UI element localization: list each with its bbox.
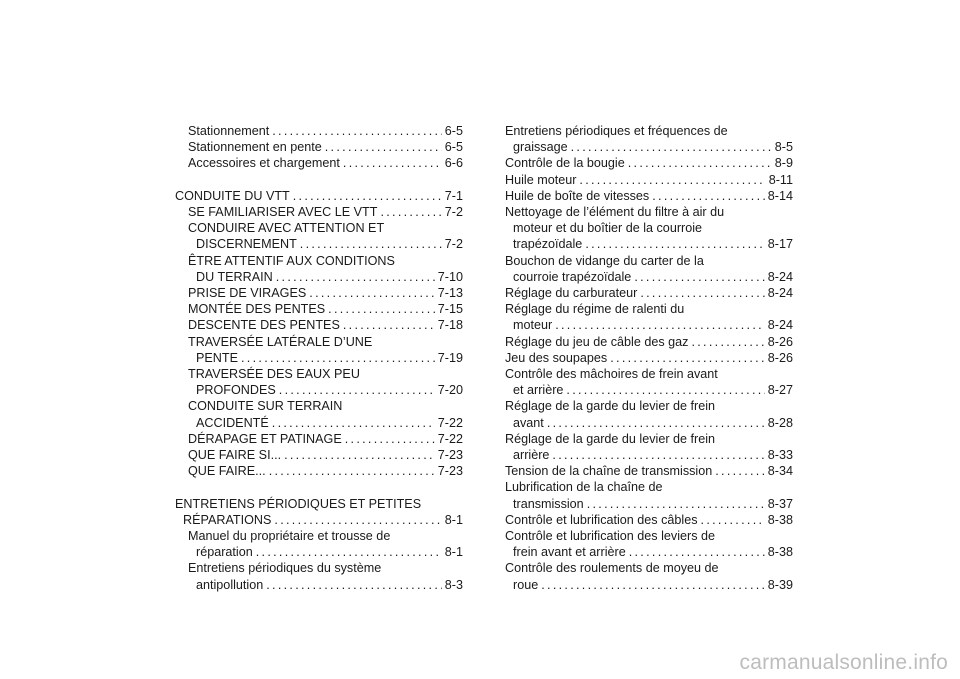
toc-entry[interactable] [505,172,793,188]
toc-leader-dots [300,236,442,252]
toc-entry[interactable] [505,155,793,171]
toc-entry-title-line: QUE FAIRE... [188,464,266,479]
toc-leader-dots [547,415,765,431]
toc-leader-dots [634,269,764,285]
toc-entry-title-line: Contrôle de la bougie [505,156,625,171]
toc-leader-dots [652,188,765,204]
toc-entry-title-line: Lubrification de la chaîne de [505,480,663,495]
toc-page-number: 8-38 [767,512,793,527]
toc-page-number: 8-24 [767,269,793,284]
toc-entry-title-line: Contrôle des roulements de moyeu de [505,561,719,576]
toc-entry[interactable] [175,253,463,285]
toc-entry[interactable] [175,560,463,592]
toc-entry-title-line: Entretiens périodiques et fréquences de [505,124,728,138]
toc-entry-title-line: ACCIDENTÉ [196,415,269,430]
toc-entry-title-line: MONTÉE DES PENTES [188,302,326,317]
toc-entry[interactable] [505,123,793,155]
toc-entry-title-line: Contrôle et lubrification des leviers de [505,529,716,544]
toc-page-number: 7-1 [444,188,463,203]
toc-page-number: 8-33 [767,448,793,463]
toc-page-number: 8-24 [767,318,793,333]
toc-leader-dots [640,285,764,301]
toc-entry-title-line: PROFONDES [196,383,276,398]
toc-page-number: 8-27 [767,383,793,398]
toc-entry[interactable] [505,188,793,204]
toc-page-number: 6-5 [444,140,463,155]
toc-entry-title-line: TRAVERSÉE LATÉRALE D’UNE [188,334,373,349]
toc-entry[interactable] [505,204,793,253]
toc-entry-title-line: avant [513,415,544,430]
toc-entry[interactable] [175,528,463,560]
toc-entry[interactable] [175,123,463,139]
toc-leader-dots [701,512,765,528]
toc-page-number: 8-28 [767,415,793,430]
toc-page-number: 8-39 [767,577,793,592]
toc-page-number: 7-23 [437,464,463,479]
toc-leader-dots [610,350,765,366]
toc-page-number: 7-18 [437,318,463,333]
toc-entry[interactable] [175,398,463,430]
toc-leader-dots [571,139,772,155]
toc-leader-dots [293,188,442,204]
toc-entry[interactable] [505,431,793,463]
toc-entry-title-line: PENTE [196,350,238,365]
toc-entry-title-line: Manuel du propriétaire et trousse de [188,529,391,544]
toc-leader-dots [552,447,764,463]
toc-page-number: 8-34 [767,464,793,479]
toc-entry[interactable] [505,560,793,592]
toc-leader-dots [585,236,764,252]
toc-page-number: 7-19 [437,350,463,365]
toc-entry[interactable] [175,139,463,155]
toc-entry-title-line: RÉPARATIONS [183,512,272,527]
toc-entry[interactable] [505,512,793,528]
toc-entry-title-line: transmission [513,496,584,511]
toc-page-number: 7-10 [437,269,463,284]
toc-entry-title-line: CONDUITE SUR TERRAIN [188,399,343,414]
toc-entry[interactable] [505,253,793,285]
toc-entry-title-line: Stationnement en pente [188,140,322,155]
toc-entry-title-line: Jeu des soupapes [505,350,608,365]
toc-page-number: 7-2 [444,237,463,252]
toc-leader-dots [579,172,765,188]
toc-leader-dots [629,544,765,560]
toc-leader-dots [274,512,441,528]
toc-leader-dots [628,155,772,171]
toc-leader-dots [241,350,435,366]
toc-entry[interactable] [505,528,793,560]
toc-entry-title-line: Réglage du régime de ralenti du [505,302,685,317]
toc-entry-title-line: et arrière [513,383,564,398]
toc-entry-title-line: trapézoïdale [513,237,583,252]
toc-entry-title-line: DU TERRAIN [196,269,273,284]
toc-entry[interactable] [175,463,463,479]
toc-entry[interactable] [175,204,463,220]
toc-entry-title-line: Entretiens périodiques du système [188,561,382,576]
toc-page-number: 8-9 [774,156,793,171]
toc-leader-dots [276,269,435,285]
toc-entry-title-line: Réglage de la garde du levier de frein [505,431,716,446]
toc-entry[interactable] [505,398,793,430]
toc-entry-title-line: Réglage du jeu de câble des gaz [505,334,689,349]
toc-entry[interactable] [175,301,463,317]
toc-page-number: 7-22 [437,415,463,430]
toc-page-number: 8-1 [444,545,463,560]
toc-entry[interactable] [505,366,793,398]
toc-entry-title-line: roue [513,577,539,592]
toc-entry-title-line: Tension de la chaîne de transmission [505,464,713,479]
toc-entry-title-line: Réglage du carburateur [505,286,638,301]
toc-entry[interactable] [505,285,793,301]
toc-page-number: 7-13 [437,286,463,301]
toc-leader-dots [309,285,435,301]
toc-leader-dots [555,317,765,333]
toc-entry-title-line: graissage [513,140,568,155]
toc-page-number: 8-24 [767,286,793,301]
toc-column-left [175,123,463,593]
toc-leader-dots [272,415,435,431]
toc-page-number: 8-26 [767,350,793,365]
toc-entry[interactable] [175,496,463,528]
toc-entry[interactable] [505,479,793,511]
toc-page-number: 7-23 [437,448,463,463]
toc-page-number: 8-37 [767,496,793,511]
toc-entry-title-line: DESCENTE DES PENTES [188,318,340,333]
toc-entry[interactable] [175,447,463,463]
toc-page-number: 8-14 [767,188,793,203]
toc-leader-dots [343,155,442,171]
toc-entry[interactable] [505,301,793,333]
toc-entry-title-line: Réglage de la garde du levier de frein [505,399,716,414]
toc-leader-dots [272,123,442,139]
toc-entry[interactable] [175,431,463,447]
toc-entry[interactable] [175,366,463,398]
toc-entry[interactable] [505,463,793,479]
toc-entry-title-line: antipollution [196,577,264,592]
toc-entry-title-line: PRISE DE VIRAGES [188,286,307,301]
toc-page-number: 8-3 [444,577,463,592]
toc-entry[interactable] [175,285,463,301]
toc-entry-title-line: Nettoyage de l’élément du filtre à air du [505,205,725,220]
toc-page-number: 6-6 [444,156,463,171]
toc-entry-title-line: DISCERNEMENT [196,237,297,252]
toc-leader-dots [691,334,764,350]
toc-entry-title-line: Accessoires et chargement [188,156,340,171]
toc-entry[interactable] [175,317,463,333]
toc-leader-dots [256,544,442,560]
toc-column-right [505,123,793,593]
toc-entry-title-line: CONDUITE DU VTT [175,188,290,203]
toc-entry-title-line: Huile de boîte de vitesses [505,188,650,203]
toc-entry-title-line: SE FAMILIARISER AVEC LE VTT [188,205,378,219]
toc-entry[interactable] [505,334,793,350]
toc-entry-title-line: Bouchon de vidange du carter de la [505,253,704,268]
toc-entry-title-line: Contrôle des mâchoires de frein avant [505,367,718,382]
toc-leader-dots [587,496,765,512]
toc-leader-dots [345,431,435,447]
toc-entry-title-line: ENTRETIENS PÉRIODIQUES ET PETITES [175,496,422,511]
toc-leader-dots [266,577,442,593]
toc-page-number: 8-26 [767,334,793,349]
toc-entry-title-line: DÉRAPAGE ET PATINAGE [188,431,342,446]
toc-page-number: 7-22 [437,431,463,446]
toc-page-number: 8-1 [444,512,463,527]
toc-page-number: 8-17 [767,237,793,252]
toc-entry-title-line: ÊTRE ATTENTIF AUX CONDITIONS [188,253,395,268]
toc-entry[interactable] [175,188,463,204]
toc-entry-title-line: arrière [513,448,550,463]
toc-entry-title-line: QUE FAIRE SI... [188,448,282,463]
toc-entry[interactable] [175,334,463,366]
toc-leader-dots [269,463,435,479]
toc-leader-dots [279,382,435,398]
toc-entry-title-line: Contrôle et lubrification des câbles [505,512,698,527]
toc-page-number: 8-5 [774,140,793,155]
toc-entry-title-line: moteur [513,318,553,333]
watermark-text: carmanualsonline.info [739,651,948,674]
toc-leader-dots [325,139,442,155]
toc-leader-dots [380,204,441,220]
toc-entry-title-line: frein avant et arrière [513,545,626,560]
toc-page-number: 8-38 [767,545,793,560]
toc-entry-title-line: courroie trapézoïdale [513,269,632,284]
toc-leader-dots [284,447,435,463]
toc-entry-title-line: CONDUIRE AVEC ATTENTION ET [188,221,385,236]
toc-leader-dots [541,577,765,593]
toc-entry[interactable] [175,220,463,252]
toc-entry-title-line: réparation [196,545,253,560]
toc-leader-dots [328,301,435,317]
toc-leader-dots [715,463,765,479]
toc-entry-title-line: moteur et du boîtier de la courroie [513,221,703,236]
toc-entry-title-line: Huile moteur [505,172,577,187]
toc-page-number: 8-11 [768,172,793,187]
toc-page-number: 7-15 [437,302,463,317]
toc-entry-title-line: Stationnement [188,124,270,138]
toc-page-number: 6-5 [444,124,463,138]
toc-leader-dots [566,382,764,398]
toc-page-number: 7-20 [437,383,463,398]
toc-entry[interactable] [175,155,463,171]
toc-leader-dots [343,317,435,333]
toc-page-number: 7-2 [444,205,463,219]
toc-entry[interactable] [505,350,793,366]
toc-entry-title-line: TRAVERSÉE DES EAUX PEU [188,367,360,382]
